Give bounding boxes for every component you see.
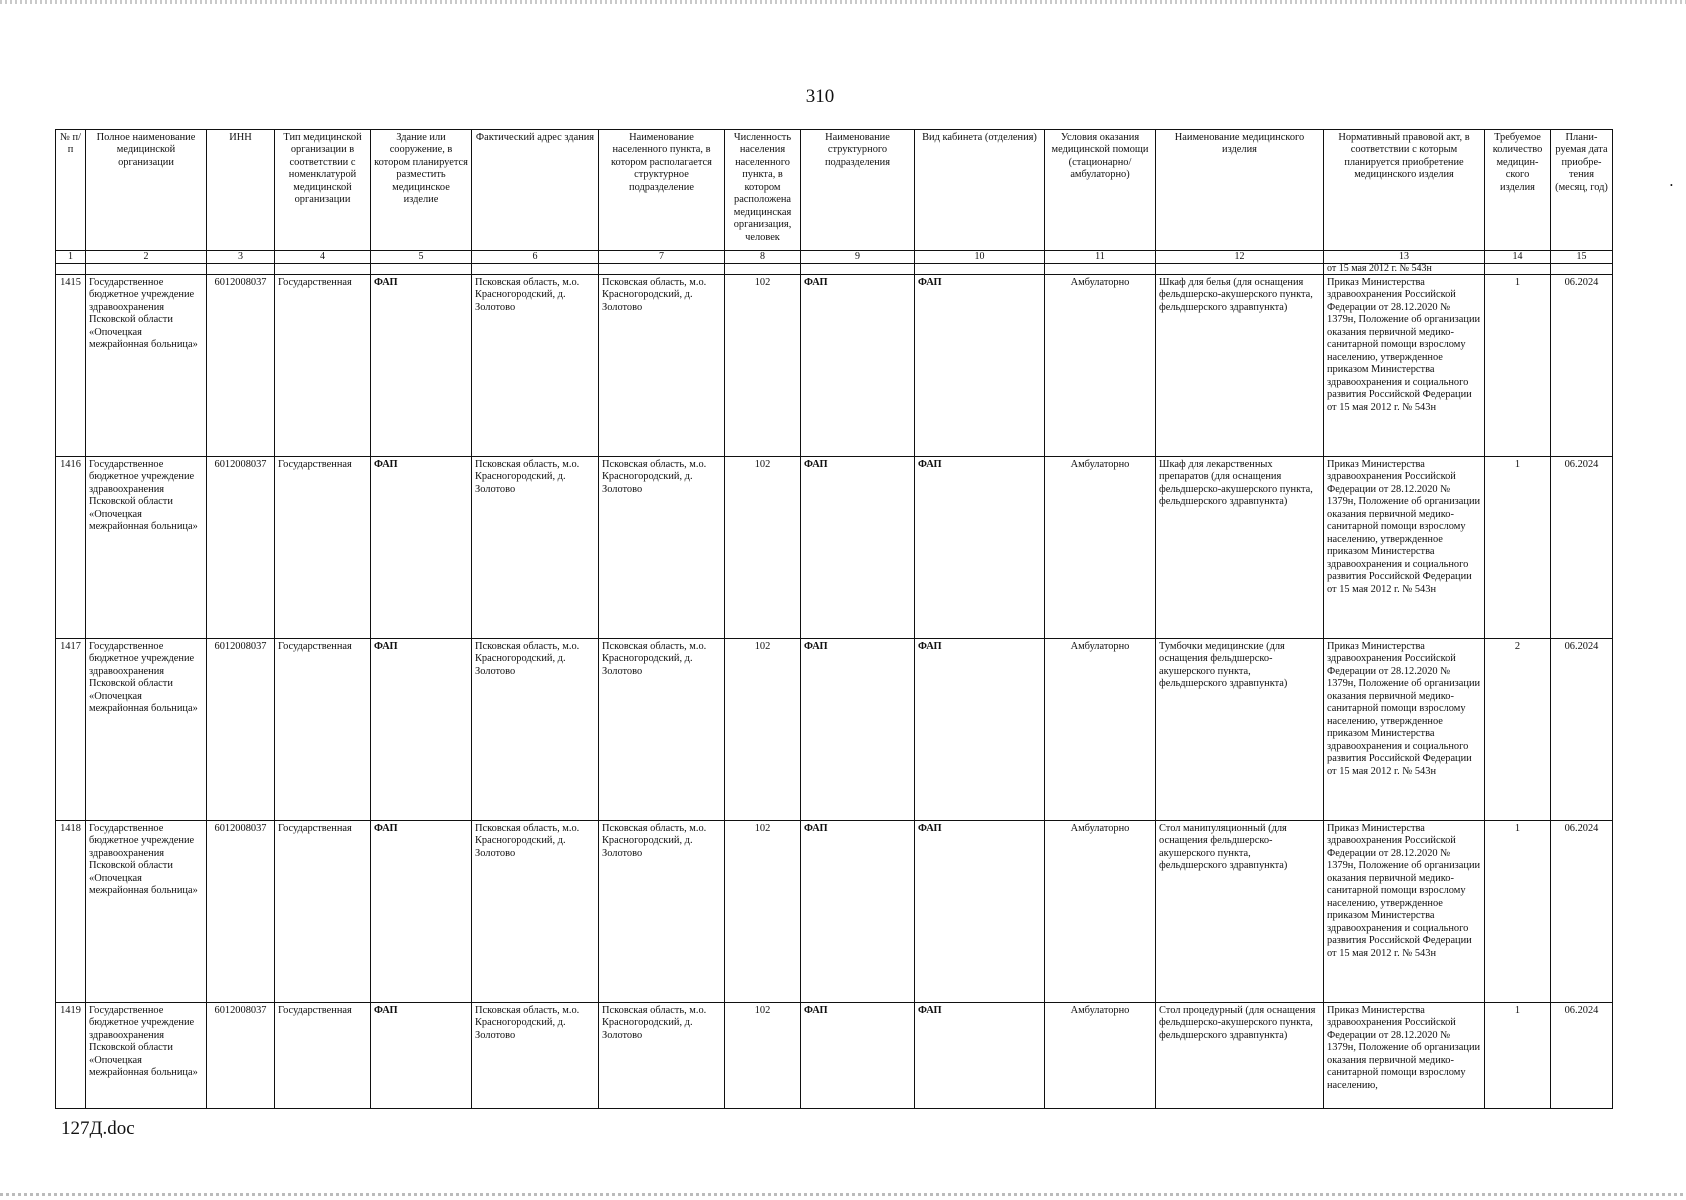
structural-unit: ФАП bbox=[801, 457, 915, 639]
population: 102 bbox=[725, 275, 801, 457]
building: ФАП bbox=[371, 275, 472, 457]
header-cell: Наименование медицинского изделия bbox=[1156, 130, 1324, 251]
organization-type: Государственная bbox=[275, 457, 371, 639]
header-cell: Нормативный правовой акт, в соответствии с которым планируется приобретение медицинского изделия bbox=[1324, 130, 1485, 251]
column-number: 4 bbox=[275, 251, 371, 264]
care-conditions: Амбулаторно bbox=[1045, 1003, 1156, 1109]
cabinet-type: ФАП bbox=[915, 821, 1045, 1003]
column-number: 1 bbox=[56, 251, 86, 264]
organization-type: Государственная bbox=[275, 275, 371, 457]
table-row bbox=[56, 1003, 1613, 1109]
header-cell: № п/п bbox=[56, 130, 86, 251]
care-conditions: Амбулаторно bbox=[1045, 639, 1156, 821]
column-number: 13 bbox=[1324, 251, 1485, 264]
inn: 6012008037 bbox=[207, 275, 275, 457]
building: ФАП bbox=[371, 1003, 472, 1109]
scan-edge-top bbox=[0, 0, 1686, 4]
care-conditions: Амбулаторно bbox=[1045, 275, 1156, 457]
column-number: 12 bbox=[1156, 251, 1324, 264]
building: ФАП bbox=[371, 639, 472, 821]
table-row bbox=[56, 275, 1613, 457]
quantity: 1 bbox=[1485, 1003, 1551, 1109]
inn: 6012008037 bbox=[207, 821, 275, 1003]
address: Псковская область, м.о. Красногородский, д. Золотово bbox=[472, 639, 599, 821]
population: 102 bbox=[725, 821, 801, 1003]
organization-name: Государственное бюджетное учреждение здравоохранения Псковской области «Опочецкая межрайонная больница» bbox=[86, 821, 207, 1003]
building: ФАП bbox=[371, 821, 472, 1003]
care-conditions: Амбулаторно bbox=[1045, 457, 1156, 639]
purchase-date: 06.2024 bbox=[1551, 821, 1613, 1003]
structural-unit: ФАП bbox=[801, 275, 915, 457]
address: Псковская область, м.о. Красногородский, д. Золотово bbox=[472, 1003, 599, 1109]
header-cell: Вид кабинета (отделения) bbox=[915, 130, 1045, 251]
population: 102 bbox=[725, 1003, 801, 1109]
carryover-act-text: от 15 мая 2012 г. № 543н bbox=[1324, 264, 1485, 275]
device-name: Шкаф для белья (для оснащения фельдшерско-акушерского пункта, фельдшерского здравпункта) bbox=[1156, 275, 1324, 457]
header-row bbox=[56, 130, 1613, 251]
row-number: 1415 bbox=[56, 275, 86, 457]
address: Псковская область, м.о. Красногородский, д. Золотово bbox=[472, 457, 599, 639]
table-row bbox=[56, 639, 1613, 821]
structural-unit: ФАП bbox=[801, 639, 915, 821]
page-number: 310 bbox=[805, 86, 835, 107]
column-number-row bbox=[56, 251, 1613, 264]
quantity: 1 bbox=[1485, 821, 1551, 1003]
settlement: Псковская область, м.о. Красногородский, д. Золотово bbox=[599, 457, 725, 639]
quantity: 2 bbox=[1485, 639, 1551, 821]
footer-filename: 127Д.doc bbox=[61, 1118, 135, 1139]
organization-name: Государственное бюджетное учреждение здравоохранения Псковской области «Опочецкая межрайонная больница» bbox=[86, 639, 207, 821]
header-cell: Плани-руемая дата приобре-тения (месяц, год) bbox=[1551, 130, 1613, 251]
header-cell: Здание или сооружение, в котором планируется разместить медицинское изделие bbox=[371, 130, 472, 251]
row-number: 1419 bbox=[56, 1003, 86, 1109]
header-cell: Фактический адрес здания bbox=[472, 130, 599, 251]
header-cell: ИНН bbox=[207, 130, 275, 251]
population: 102 bbox=[725, 639, 801, 821]
organization-type: Государственная bbox=[275, 639, 371, 821]
header-cell: Тип медицинской организации в соответствии с номенклатурой медицинской организации bbox=[275, 130, 371, 251]
table-row bbox=[56, 457, 1613, 639]
structural-unit: ФАП bbox=[801, 821, 915, 1003]
settlement: Псковская область, м.о. Красногородский, д. Золотово bbox=[599, 639, 725, 821]
building: ФАП bbox=[371, 457, 472, 639]
margin-mark: • bbox=[1670, 181, 1673, 190]
legal-act: Приказ Министерства здравоохранения Российской Федерации от 28.12.2020 № 1379н, Положение об организации оказания первичной медико-санитарной помощи взрослому населению, утвержденное приказом Министерства здравоохранения и социального развития Российской Федерации от 15 мая 2012 г. № 543н bbox=[1324, 275, 1485, 457]
table-row bbox=[56, 821, 1613, 1003]
equipment-table bbox=[55, 129, 1613, 1109]
header-cell: Полное наименование медицинской организации bbox=[86, 130, 207, 251]
care-conditions: Амбулаторно bbox=[1045, 821, 1156, 1003]
column-number: 5 bbox=[371, 251, 472, 264]
row-number: 1416 bbox=[56, 457, 86, 639]
organization-type: Государственная bbox=[275, 821, 371, 1003]
carryover-row bbox=[56, 264, 1613, 275]
quantity: 1 bbox=[1485, 275, 1551, 457]
header-cell: Численность населения населенного пункта, в котором расположена медицинская организация, человек bbox=[725, 130, 801, 251]
column-number: 8 bbox=[725, 251, 801, 264]
device-name: Шкаф для лекарственных препаратов (для оснащения фельдшерско-акушерского пункта, фельдшерского здравпункта) bbox=[1156, 457, 1324, 639]
column-number: 9 bbox=[801, 251, 915, 264]
header-cell: Наименование структурного подразделения bbox=[801, 130, 915, 251]
purchase-date: 06.2024 bbox=[1551, 275, 1613, 457]
cabinet-type: ФАП bbox=[915, 1003, 1045, 1109]
address: Псковская область, м.о. Красногородский, д. Золотово bbox=[472, 821, 599, 1003]
cabinet-type: ФАП bbox=[915, 639, 1045, 821]
purchase-date: 06.2024 bbox=[1551, 1003, 1613, 1109]
quantity: 1 bbox=[1485, 457, 1551, 639]
column-number: 11 bbox=[1045, 251, 1156, 264]
column-number: 10 bbox=[915, 251, 1045, 264]
column-number: 15 bbox=[1551, 251, 1613, 264]
settlement: Псковская область, м.о. Красногородский, д. Золотово bbox=[599, 1003, 725, 1109]
row-number: 1417 bbox=[56, 639, 86, 821]
header-cell: Требуемое количество медицин-ского изделия bbox=[1485, 130, 1551, 251]
organization-name: Государственное бюджетное учреждение здравоохранения Псковской области «Опочецкая межрайонная больница» bbox=[86, 457, 207, 639]
organization-name: Государственное бюджетное учреждение здравоохранения Псковской области «Опочецкая межрайонная больница» bbox=[86, 275, 207, 457]
purchase-date: 06.2024 bbox=[1551, 639, 1613, 821]
legal-act: Приказ Министерства здравоохранения Российской Федерации от 28.12.2020 № 1379н, Положение об организации оказания первичной медико-санитарной помощи взрослому населению, утвержденное приказом Министерства здравоохранения и социального развития Российской Федерации от 15 мая 2012 г. № 543н bbox=[1324, 821, 1485, 1003]
legal-act: Приказ Министерства здравоохранения Российской Федерации от 28.12.2020 № 1379н, Положение об организации оказания первичной медико-санитарной помощи взрослому населению, bbox=[1324, 1003, 1485, 1109]
settlement: Псковская область, м.о. Красногородский, д. Золотово bbox=[599, 821, 725, 1003]
device-name: Стол процедурный (для оснащения фельдшерско-акушерского пункта, фельдшерского здравпункта) bbox=[1156, 1003, 1324, 1109]
inn: 6012008037 bbox=[207, 1003, 275, 1109]
row-number: 1418 bbox=[56, 821, 86, 1003]
legal-act: Приказ Министерства здравоохранения Российской Федерации от 28.12.2020 № 1379н, Положение об организации оказания первичной медико-санитарной помощи взрослому населению, утвержденное приказом Министерства здравоохранения и социального развития Российской Федерации от 15 мая 2012 г. № 543н bbox=[1324, 639, 1485, 821]
legal-act: Приказ Министерства здравоохранения Российской Федерации от 28.12.2020 № 1379н, Положение об организации оказания первичной медико-санитарной помощи взрослому населению, утвержденное приказом Министерства здравоохранения и социального развития Российской Федерации от 15 мая 2012 г. № 543н bbox=[1324, 457, 1485, 639]
population: 102 bbox=[725, 457, 801, 639]
column-number: 2 bbox=[86, 251, 207, 264]
settlement: Псковская область, м.о. Красногородский, д. Золотово bbox=[599, 275, 725, 457]
device-name: Стол манипуляционный (для оснащения фельдшерско-акушерского пункта, фельдшерского здравпункта) bbox=[1156, 821, 1324, 1003]
address: Псковская область, м.о. Красногородский, д. Золотово bbox=[472, 275, 599, 457]
cabinet-type: ФАП bbox=[915, 275, 1045, 457]
organization-name: Государственное бюджетное учреждение здравоохранения Псковской области «Опочецкая межрайонная больница» bbox=[86, 1003, 207, 1109]
device-name: Тумбочки медицинские (для оснащения фельдшерско-акушерского пункта, фельдшерского здравпункта) bbox=[1156, 639, 1324, 821]
column-number: 6 bbox=[472, 251, 599, 264]
header-cell: Наименование населенного пункта, в котором располагается структурное подразделение bbox=[599, 130, 725, 251]
column-number: 7 bbox=[599, 251, 725, 264]
column-number: 3 bbox=[207, 251, 275, 264]
structural-unit: ФАП bbox=[801, 1003, 915, 1109]
scan-edge-bottom bbox=[0, 1193, 1686, 1196]
cabinet-type: ФАП bbox=[915, 457, 1045, 639]
header-cell: Условия оказания медицинской помощи (стационарно/ амбулаторно) bbox=[1045, 130, 1156, 251]
organization-type: Государственная bbox=[275, 1003, 371, 1109]
column-number: 14 bbox=[1485, 251, 1551, 264]
inn: 6012008037 bbox=[207, 639, 275, 821]
purchase-date: 06.2024 bbox=[1551, 457, 1613, 639]
inn: 6012008037 bbox=[207, 457, 275, 639]
